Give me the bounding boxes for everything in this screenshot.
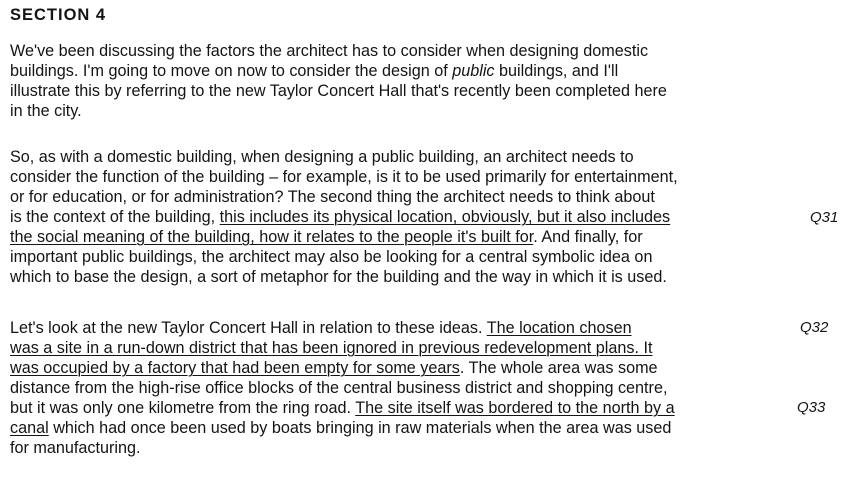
text-span: Let's look at the new Taylor Concert Hall in relation to these ideas.: [10, 319, 487, 337]
text-line: [10, 438, 140, 458]
underlined-answer: The location chosen: [486, 319, 632, 337]
underlined-answer: the social meaning of the building, how it relates to the people it's built for: [10, 228, 534, 246]
question-marker-q32: Q32: [800, 319, 829, 336]
text-line: [10, 227, 643, 247]
underlined-answer: was occupied by a factory that had been empty for some years: [10, 359, 460, 377]
text-line: [10, 338, 652, 358]
underlined-answer: was a site in a run-down district that has been ignored in previous redevelopment plans. It: [10, 339, 653, 357]
text-span: but it was only one kilometre from the ring road.: [10, 399, 356, 417]
text-line: [10, 147, 634, 167]
text-line: [10, 418, 671, 438]
text-span: consider the function of the building – for example, is it to be used primarily for entertainment,: [10, 168, 678, 186]
text-span: which to base the design, a sort of metaphor for the building and the way in which it is used.: [10, 268, 667, 286]
text-line: [10, 358, 658, 378]
text-line: [10, 318, 632, 338]
text-span: or for education, or for administration? The second thing the architect needs to think about: [10, 188, 655, 206]
text-span: distance from the high-rise office blocks of the central business district and shopping centre,: [10, 379, 668, 397]
text-span: which had once been used by boats bringing in raw materials when the area was used: [48, 419, 672, 437]
text-line: [10, 207, 670, 227]
text-line: [10, 61, 618, 81]
section-heading: SECTION 4: [10, 6, 107, 24]
question-marker-q31: Q31: [810, 209, 839, 226]
text-span: We've been discussing the factors the architect has to consider when designing domestic: [10, 42, 649, 60]
text-span: . The whole area was some: [459, 359, 658, 377]
text-span: in the city.: [10, 102, 82, 120]
text-span: illustrate this by referring to the new Taylor Concert Hall that's recently been completed here: [10, 82, 667, 100]
text-line: [10, 41, 648, 61]
text-span: . And finally, for: [533, 228, 643, 246]
text-line: [10, 247, 652, 267]
text-span: So, as with a domestic building, when designing a public building, an architect needs to: [10, 148, 634, 166]
question-marker-q33: Q33: [797, 399, 826, 416]
text-span: buildings. I'm going to move on now to consider the design of: [10, 62, 453, 80]
text-line: [10, 398, 675, 418]
underlined-answer: this includes its physical location, obviously, but it also includes: [219, 208, 671, 226]
text-line: [10, 378, 667, 398]
text-line: [10, 81, 667, 101]
text-line: [10, 101, 82, 121]
text-span: buildings, and I'll: [494, 62, 619, 80]
text-line: [10, 187, 655, 207]
text-line: [10, 167, 678, 187]
text-span: is the context of the building,: [10, 208, 220, 226]
italic-text: public: [452, 62, 495, 80]
text-span: important public buildings, the architect may also be looking for a central symbolic idea on: [10, 248, 653, 266]
text-line: [10, 267, 667, 287]
text-span: for manufacturing.: [10, 439, 141, 457]
underlined-answer: canal: [10, 419, 49, 437]
underlined-answer: The site itself was bordered to the north by a: [355, 399, 675, 417]
